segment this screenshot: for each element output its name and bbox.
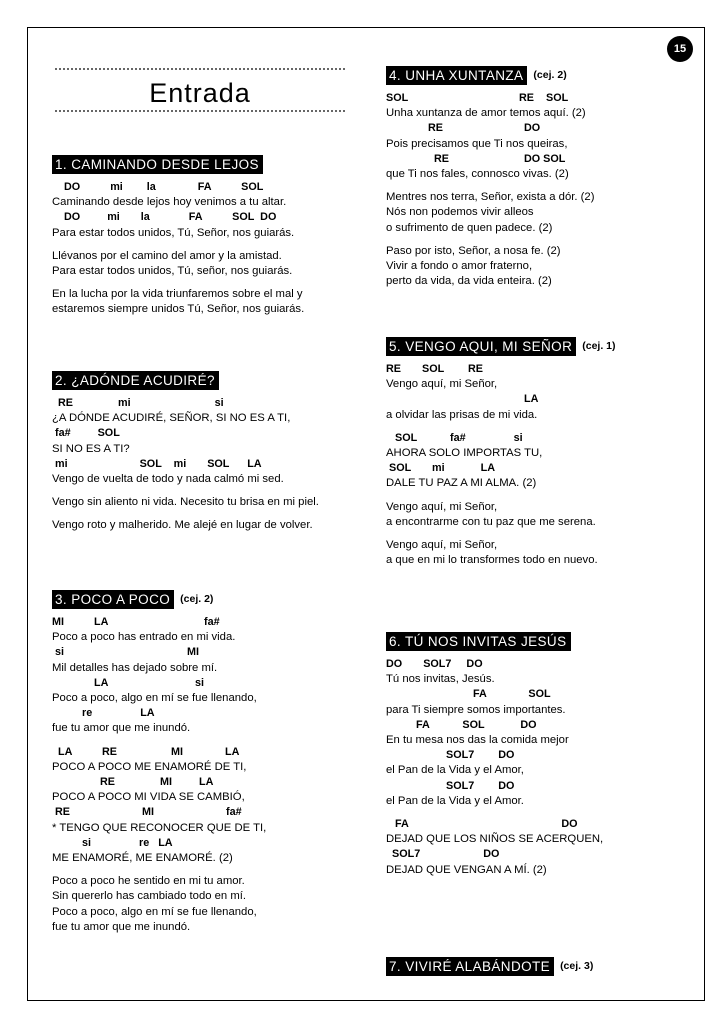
lyric-line: Mil detalles has dejado sobre mí. [52,661,218,674]
song-title: 3. POCO A POCO [52,590,174,609]
chord-line: SOL mi LA [386,462,495,475]
song-vivire-alabandote [386,957,593,982]
chord-line: DO SOL7 DO [386,658,483,670]
lyric-line: estaremos siempre unidos Tú, Señor, nos guiarás. [52,303,305,316]
lyric-line: o sufrimento de quen padece. (2) [386,221,553,234]
page-heading: Entrada [149,78,251,108]
lyric-line: Vengo aquí, mi Señor, [386,378,498,391]
decorative-divider [55,68,345,70]
chord-line: LA RE MI LA [52,745,240,758]
stanza-gap [52,510,319,518]
lyric-line: DALE TU PAZ A MI ALMA. (2) [386,477,537,490]
lyric-line: Vengo roto y malherido. Me alejé en lugar de volver. [52,519,313,532]
song-vengo-aqui-mi-senor [386,337,616,568]
song-tu-nos-invitas-jesus [386,632,603,878]
chord-line: fa# SOL [52,427,120,440]
stanza-gap [52,279,304,287]
lyric-line: DEJAD QUE VENGAN A MÍ. (2) [386,863,547,876]
song-title-row [52,590,266,609]
song-title-row [386,632,603,651]
lyric-line: ¿A DÓNDE ACUDIRÉ, SEÑOR, SI NO ES A TI, [52,412,291,425]
stanza-gap [52,241,304,249]
lyric-line: a encontrarme con tu paz que me serena. [386,515,596,528]
chord-line: DO mi la FA SOL [52,181,264,193]
lyric-line: Vivir a fondo o amor fraterno, [386,260,533,273]
lyric-line: fue tu amor que me inundó. [52,920,191,933]
song-title-row [386,957,593,976]
stanza-gap [52,737,266,745]
song-title: 6. TÚ NOS INVITAS JESÚS [386,632,571,651]
decorative-divider [55,110,345,112]
lyric-line: Llévanos por el camino del amor y la amistad. [52,249,282,262]
lyric-line: AHORA SOLO IMPORTAS TU, [386,447,543,460]
lyric-line: fue tu amor que me inundó. [52,722,191,735]
stanza-gap [386,182,594,190]
lyric-line: que Ti nos fales, connosco vivas. (2) [386,168,569,181]
lyric-line: Tú nos invitas, Jesús. [386,673,495,686]
song-adonde-acudire [52,371,319,534]
lyric-line: Nós non podemos vivir alleos [386,206,534,219]
lyric-line: Poco a poco, algo en mí se fue llenando, [52,905,257,918]
lyric-line: Unha xuntanza de amor temos aquí. (2) [386,107,586,120]
stanza-gap [386,236,594,244]
lyric-line: Para estar todos unidos, Tú, señor, nos guiarás. [52,265,293,278]
stanza-gap [386,423,616,431]
chord-line: LA si [52,676,204,689]
chord-line: mi SOL mi SOL LA [52,457,262,470]
capo-note: (cej. 1) [582,339,616,352]
lyric-line: el Pan de la Vida y el Amor. [386,794,524,807]
song-title-row [52,371,319,390]
lyric-line: a olvidar las prisas de mi vida. [386,408,538,421]
lyric-line: Para estar todos unidos, Tú, Señor, nos guiarás. [52,226,295,239]
lyric-line: SI NO ES A TI? [52,442,130,455]
song-unha-xuntanza [386,66,594,289]
lyric-line: Poco a poco has entrado en mi vida. [52,631,236,644]
song-title: 5. VENGO AQUI, MI SEÑOR [386,337,576,356]
lyric-line: Vengo de vuelta de todo y nada calmó mi sed. [52,473,284,486]
page-number-badge: 15 [667,36,693,62]
chord-line: FA DO [386,818,578,831]
lyric-line: Poco a poco he sentido en mi tu amor. [52,875,245,888]
lyric-line: POCO A POCO MI VIDA SE CAMBIÓ, [52,791,245,804]
song-title: 1. CAMINANDO DESDE LEJOS [52,155,263,174]
chord-line: SOL7 DO [386,749,515,762]
song-title-row [386,66,594,85]
chord-line: SOL7 DO [386,848,500,861]
lyric-line: Sin quererlo has cambiado todo en mí. [52,890,247,903]
chord-line: DO mi la FA SOL DO [52,211,277,224]
lyric-line: En la lucha por la vida triunfaremos sobre el mal y [52,288,303,301]
chord-line: SOL7 DO [386,779,515,792]
chord-line: RE DO [386,122,541,135]
song-title: 4. UNHA XUNTANZA [386,66,527,85]
chord-line: FA SOL [386,688,551,701]
stanza-gap [386,530,616,538]
lyric-line: Paso por isto, Señor, a nosa fe. (2) [386,244,561,257]
lyric-line: perto da vida, da vida enteira. (2) [386,275,552,288]
lyric-line: Caminando desde lejos hoy venimos a tu altar. [52,196,287,209]
chord-line: si MI [52,646,199,659]
stanza-gap [386,492,616,500]
chord-line: FA SOL DO [386,718,537,731]
chord-line: RE mi si [52,397,224,409]
stanza-gap [386,809,603,817]
song-title: 7. VIVIRÉ ALABÁNDOTE [386,957,554,976]
chord-line: RE MI LA [52,776,214,789]
lyric-line: ME ENAMORÉ, ME ENAMORÉ. (2) [52,852,233,865]
capo-note: (cej. 2) [533,68,567,81]
lyric-line: En tu mesa nos das la comida mejor [386,734,569,747]
song-title-row [52,155,304,174]
lyric-line: Vengo aquí, mi Señor, [386,539,498,552]
lyric-line: POCO A POCO ME ENAMORÉ DE TI, [52,760,247,773]
lyric-line: Vengo sin aliento ni vida. Necesito tu brisa en mi piel. [52,496,319,509]
lyric-line: Mentres nos terra, Señor, exista a dór. (2) [386,191,595,204]
lyric-line: DEJAD QUE LOS NIÑOS SE ACERQUEN, [386,833,604,846]
lyric-line: para Ti siempre somos importantes. [386,703,566,716]
song-title-row [386,337,616,356]
chord-line: si re LA [52,836,173,849]
chord-line: RE DO SOL [386,152,566,165]
lyric-line: Pois precisamos que Ti nos queiras, [386,137,568,150]
lyric-line: el Pan de la Vida y el Amor, [386,764,524,777]
chord-line: MI LA fa# [52,616,220,628]
capo-note: (cej. 2) [180,592,214,605]
song-caminando-desde-lejos [52,155,304,318]
chord-line: LA [386,393,539,406]
chord-line: re LA [52,707,155,720]
chord-line: RE MI fa# [52,806,242,819]
chord-line: SOL RE SOL [386,92,569,104]
lyric-line: Vengo aquí, mi Señor, [386,500,498,513]
chord-line: SOL fa# si [386,431,523,444]
lyric-line: * TENGO QUE RECONOCER QUE DE TI, [52,821,267,834]
chord-line: RE SOL RE [386,363,483,375]
lyric-line: a que en mi lo transformes todo en nuevo. [386,554,598,567]
stanza-gap [52,487,319,495]
stanza-gap [52,866,266,874]
capo-note: (cej. 3) [560,959,594,972]
lyric-line: Poco a poco, algo en mí se fue llenando, [52,692,257,705]
song-poco-a-poco [52,590,266,935]
song-title: 2. ¿ADÓNDE ACUDIRÉ? [52,371,219,390]
